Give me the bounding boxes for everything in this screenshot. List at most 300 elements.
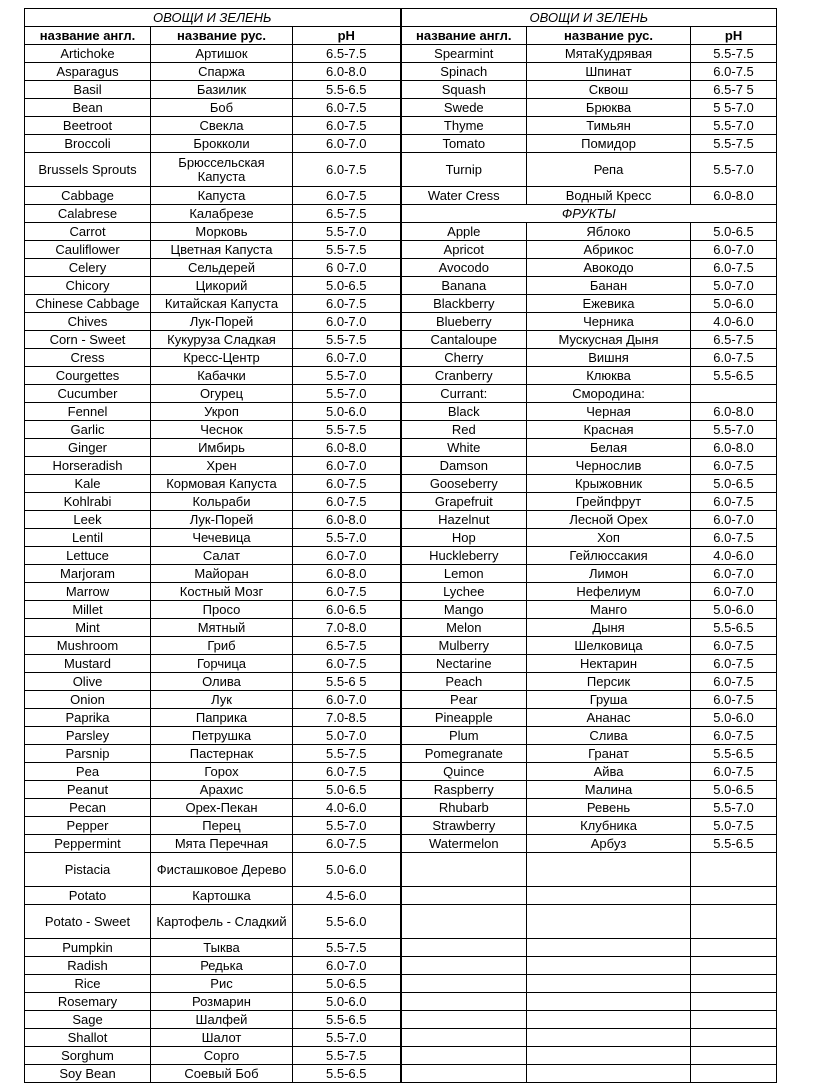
- left-russian-name: Чеснок: [151, 421, 293, 439]
- table-row: [25, 993, 777, 1011]
- table-row: [25, 745, 777, 763]
- right-ph-value: 6.0-7.0: [691, 565, 777, 583]
- left-ph-value: 6.0-7.0: [293, 547, 401, 565]
- right-ph-value: 5.5-7.0: [691, 799, 777, 817]
- left-ph-value: 5.5-7.0: [293, 1029, 401, 1047]
- left-english-name: Cauliflower: [25, 241, 151, 259]
- right-empty-cell: [527, 905, 691, 939]
- right-english-name: Nectarine: [401, 655, 527, 673]
- left-russian-name: Костный Мозг: [151, 583, 293, 601]
- left-ph-value: 6.0-7.0: [293, 313, 401, 331]
- right-russian-name: Слива: [527, 727, 691, 745]
- table-row: [25, 939, 777, 957]
- right-russian-name: Персик: [527, 673, 691, 691]
- left-english-name: Rice: [25, 975, 151, 993]
- right-english-name: Blueberry: [401, 313, 527, 331]
- left-english-name: Pea: [25, 763, 151, 781]
- table-row: [25, 673, 777, 691]
- left-russian-name: Шалот: [151, 1029, 293, 1047]
- right-empty-cell: [691, 887, 777, 905]
- table-row: [25, 475, 777, 493]
- left-english-name: Pecan: [25, 799, 151, 817]
- right-empty-cell: [401, 975, 527, 993]
- left-english-name: Mint: [25, 619, 151, 637]
- left-english-name: Paprika: [25, 709, 151, 727]
- right-ph-value: 6.0-7.5: [691, 691, 777, 709]
- right-empty-cell: [401, 939, 527, 957]
- left-ph-value: 5.5-7.5: [293, 939, 401, 957]
- right-english-name: Tomato: [401, 135, 527, 153]
- right-english-name: Hop: [401, 529, 527, 547]
- left-english-name: Parsley: [25, 727, 151, 745]
- right-russian-name: Красная: [527, 421, 691, 439]
- left-english-name: Courgettes: [25, 367, 151, 385]
- right-russian-name: Груша: [527, 691, 691, 709]
- right-empty-cell: [527, 957, 691, 975]
- right-empty-cell: [691, 1029, 777, 1047]
- right-empty-cell: [691, 957, 777, 975]
- table-row: [25, 655, 777, 673]
- right-ph-value: 5.0-6.5: [691, 223, 777, 241]
- right-russian-name: Белая: [527, 439, 691, 457]
- left-english-name: Pepper: [25, 817, 151, 835]
- right-russian-name: Мускусная Дыня: [527, 331, 691, 349]
- right-empty-cell: [691, 1047, 777, 1065]
- left-russian-name: Кресс-Центр: [151, 349, 293, 367]
- table-row: [25, 781, 777, 799]
- left-russian-name: Олива: [151, 673, 293, 691]
- left-ph-value: 5.0-6.0: [293, 993, 401, 1011]
- section-title-row: [25, 9, 777, 27]
- left-ph-value: 5.5-7.0: [293, 367, 401, 385]
- left-ph-value: 5.0-6.0: [293, 853, 401, 887]
- left-english-name: Pumpkin: [25, 939, 151, 957]
- left-russian-name: Паприка: [151, 709, 293, 727]
- table-row: [25, 331, 777, 349]
- left-russian-name: Лук-Порей: [151, 511, 293, 529]
- right-russian-name: Черника: [527, 313, 691, 331]
- table-row: [25, 637, 777, 655]
- right-english-name: Apricot: [401, 241, 527, 259]
- left-ph-value: 5.5-6 5: [293, 673, 401, 691]
- left-english-name: Chinese Cabbage: [25, 295, 151, 313]
- left-ph-value: 5.5-7.5: [293, 745, 401, 763]
- left-english-name: Fennel: [25, 403, 151, 421]
- right-empty-cell: [691, 853, 777, 887]
- right-section-title: ОВОЩИ И ЗЕЛЕНЬ: [401, 9, 777, 27]
- left-ph-value: 5.5-6.5: [293, 1065, 401, 1083]
- left-english-name: Cress: [25, 349, 151, 367]
- right-ph-value: 5.0-7.5: [691, 817, 777, 835]
- right-ph-value: 5.0-6.5: [691, 475, 777, 493]
- right-empty-cell: [527, 853, 691, 887]
- left-english-name: Mushroom: [25, 637, 151, 655]
- right-ph-value: 5 5-7.0: [691, 99, 777, 117]
- right-russian-name: Айва: [527, 763, 691, 781]
- right-russian-name: Хоп: [527, 529, 691, 547]
- right-russian-name: Ежевика: [527, 295, 691, 313]
- left-header-russian: название рус.: [151, 27, 293, 45]
- left-ph-value: 6.0-7.5: [293, 835, 401, 853]
- right-ph-value: 6.0-7.0: [691, 583, 777, 601]
- right-english-name: Cranberry: [401, 367, 527, 385]
- left-english-name: Broccoli: [25, 135, 151, 153]
- right-english-name: Hazelnut: [401, 511, 527, 529]
- right-russian-name: Арбуз: [527, 835, 691, 853]
- left-russian-name: Фисташковое Дерево: [151, 853, 293, 887]
- table-row: [25, 153, 777, 187]
- right-header-ph: pH: [691, 27, 777, 45]
- left-ph-value: 6.0-8.0: [293, 63, 401, 81]
- left-english-name: Rosemary: [25, 993, 151, 1011]
- left-ph-value: 7.0-8.5: [293, 709, 401, 727]
- left-russian-name: Орех-Пекан: [151, 799, 293, 817]
- right-empty-cell: [527, 939, 691, 957]
- left-english-name: Pistacia: [25, 853, 151, 887]
- table-row: [25, 63, 777, 81]
- table-row: [25, 601, 777, 619]
- right-english-name: Spinach: [401, 63, 527, 81]
- right-empty-cell: [401, 887, 527, 905]
- right-ph-value: 5.5-7.5: [691, 45, 777, 63]
- table-row: [25, 853, 777, 887]
- left-russian-name: Капуста: [151, 187, 293, 205]
- left-russian-name: Картофель - Сладкий: [151, 905, 293, 939]
- right-english-name: Pineapple: [401, 709, 527, 727]
- table-row: [25, 547, 777, 565]
- right-english-name: Melon: [401, 619, 527, 637]
- ph-table-container: [24, 8, 776, 1083]
- left-russian-name: Свекла: [151, 117, 293, 135]
- right-ph-value: 6.0-7.5: [691, 529, 777, 547]
- left-ph-value: 4.0-6.0: [293, 799, 401, 817]
- left-english-name: Millet: [25, 601, 151, 619]
- table-row: [25, 403, 777, 421]
- right-russian-name: Дыня: [527, 619, 691, 637]
- table-row: [25, 81, 777, 99]
- right-russian-name: Смородина:: [527, 385, 691, 403]
- table-row: [25, 349, 777, 367]
- left-russian-name: Китайская Капуста: [151, 295, 293, 313]
- left-english-name: Olive: [25, 673, 151, 691]
- right-russian-name: Авокодо: [527, 259, 691, 277]
- table-row: [25, 887, 777, 905]
- left-english-name: Cucumber: [25, 385, 151, 403]
- right-empty-cell: [527, 993, 691, 1011]
- table-row: [25, 241, 777, 259]
- right-english-name: Quince: [401, 763, 527, 781]
- right-empty-cell: [401, 1029, 527, 1047]
- left-russian-name: Лук-Порей: [151, 313, 293, 331]
- left-russian-name: Боб: [151, 99, 293, 117]
- left-russian-name: Цикорий: [151, 277, 293, 295]
- left-ph-value: 6.0-7.0: [293, 457, 401, 475]
- right-russian-name: Тимьян: [527, 117, 691, 135]
- left-english-name: Brussels Sprouts: [25, 153, 151, 187]
- table-row: [25, 223, 777, 241]
- left-english-name: Kohlrabi: [25, 493, 151, 511]
- left-ph-value: 6.0-8.0: [293, 439, 401, 457]
- left-russian-name: Имбирь: [151, 439, 293, 457]
- left-russian-name: Кукуруза Сладкая: [151, 331, 293, 349]
- left-ph-value: 6.0-7.5: [293, 295, 401, 313]
- left-english-name: Soy Bean: [25, 1065, 151, 1083]
- left-header-ph: pH: [293, 27, 401, 45]
- left-ph-value: 6 0-7.0: [293, 259, 401, 277]
- left-russian-name: Калабрезе: [151, 205, 293, 223]
- right-russian-name: Водный Кресс: [527, 187, 691, 205]
- left-russian-name: Чечевица: [151, 529, 293, 547]
- left-ph-value: 6.0-7.5: [293, 187, 401, 205]
- left-ph-value: 5.5-7.0: [293, 817, 401, 835]
- right-english-name: Peach: [401, 673, 527, 691]
- left-ph-value: 5.5-7.0: [293, 223, 401, 241]
- right-ph-value: 5.5-6.5: [691, 835, 777, 853]
- left-english-name: Beetroot: [25, 117, 151, 135]
- right-english-name: Blackberry: [401, 295, 527, 313]
- table-row: [25, 529, 777, 547]
- right-ph-value: 6.0-7.5: [691, 655, 777, 673]
- left-ph-value: 6.0-7.5: [293, 117, 401, 135]
- right-ph-value: 5.0-6.0: [691, 601, 777, 619]
- left-english-name: Chives: [25, 313, 151, 331]
- left-ph-value: 5.0-6.5: [293, 277, 401, 295]
- right-english-name: Water Cress: [401, 187, 527, 205]
- table-row: [25, 817, 777, 835]
- right-english-name: Red: [401, 421, 527, 439]
- right-ph-value: 6.0-7.5: [691, 637, 777, 655]
- table-row: [25, 835, 777, 853]
- left-ph-value: 6.0-7.5: [293, 655, 401, 673]
- right-empty-cell: [691, 993, 777, 1011]
- table-row: [25, 99, 777, 117]
- left-ph-value: 5.5-7.0: [293, 385, 401, 403]
- left-russian-name: Арахис: [151, 781, 293, 799]
- left-ph-value: 6.0-7.0: [293, 349, 401, 367]
- left-ph-value: 5.0-6.5: [293, 975, 401, 993]
- left-english-name: Marjoram: [25, 565, 151, 583]
- left-russian-name: Пастернак: [151, 745, 293, 763]
- right-empty-cell: [527, 887, 691, 905]
- right-russian-name: Крыжовник: [527, 475, 691, 493]
- ph-table: [24, 8, 777, 1083]
- right-russian-name: Чернослив: [527, 457, 691, 475]
- right-english-name: Rhubarb: [401, 799, 527, 817]
- right-english-name: Lemon: [401, 565, 527, 583]
- left-russian-name: Петрушка: [151, 727, 293, 745]
- right-ph-value: 5.0-6.5: [691, 781, 777, 799]
- left-english-name: Corn - Sweet: [25, 331, 151, 349]
- right-russian-name: Помидор: [527, 135, 691, 153]
- left-russian-name: Огурец: [151, 385, 293, 403]
- right-russian-name: Яблоко: [527, 223, 691, 241]
- right-english-name: White: [401, 439, 527, 457]
- left-english-name: Marrow: [25, 583, 151, 601]
- right-ph-value: 6.5-7.5: [691, 331, 777, 349]
- right-russian-name: Вишня: [527, 349, 691, 367]
- right-ph-value: 6.0-7.5: [691, 493, 777, 511]
- fruits-section-title: ФРУКТЫ: [401, 205, 777, 223]
- right-ph-value: 5.0-6.0: [691, 709, 777, 727]
- left-english-name: Sorghum: [25, 1047, 151, 1065]
- table-row: [25, 511, 777, 529]
- right-ph-value: 4.0-6.0: [691, 547, 777, 565]
- table-row: [25, 565, 777, 583]
- table-row: [25, 421, 777, 439]
- left-russian-name: Кольраби: [151, 493, 293, 511]
- table-row: [25, 295, 777, 313]
- left-ph-value: 6.0-8.0: [293, 565, 401, 583]
- left-russian-name: Соевый Боб: [151, 1065, 293, 1083]
- left-english-name: Artichoke: [25, 45, 151, 63]
- right-ph-value: 6.0-7.5: [691, 63, 777, 81]
- right-english-name: Banana: [401, 277, 527, 295]
- left-russian-name: Спаржа: [151, 63, 293, 81]
- right-english-name: Avocodo: [401, 259, 527, 277]
- table-row: [25, 691, 777, 709]
- right-russian-name: Абрикос: [527, 241, 691, 259]
- table-row: [25, 385, 777, 403]
- right-english-name: Pomegranate: [401, 745, 527, 763]
- left-ph-value: 5.5-6.0: [293, 905, 401, 939]
- right-english-name: Currant:: [401, 385, 527, 403]
- left-english-name: Chicory: [25, 277, 151, 295]
- right-russian-name: Грейпфрут: [527, 493, 691, 511]
- left-ph-value: 5.0-6.0: [293, 403, 401, 421]
- table-row: [25, 259, 777, 277]
- table-row: [25, 313, 777, 331]
- left-ph-value: 6.5-7.5: [293, 205, 401, 223]
- right-empty-cell: [401, 957, 527, 975]
- left-ph-value: 6.0-8.0: [293, 511, 401, 529]
- left-english-name: Onion: [25, 691, 151, 709]
- table-row: [25, 367, 777, 385]
- left-english-name: Potato: [25, 887, 151, 905]
- right-ph-value: 6.0-8.0: [691, 439, 777, 457]
- left-ph-value: 5.5-7.0: [293, 529, 401, 547]
- table-row: [25, 117, 777, 135]
- left-ph-value: 6.0-7.5: [293, 493, 401, 511]
- table-row: [25, 135, 777, 153]
- table-row: [25, 439, 777, 457]
- left-ph-value: 6.0-6.5: [293, 601, 401, 619]
- table-row: [25, 709, 777, 727]
- left-ph-value: 5.5-7.5: [293, 421, 401, 439]
- right-russian-name: Ревень: [527, 799, 691, 817]
- left-russian-name: Кормовая Капуста: [151, 475, 293, 493]
- right-english-name: Black: [401, 403, 527, 421]
- right-ph-value: 5.5-6.5: [691, 619, 777, 637]
- left-russian-name: Мятный: [151, 619, 293, 637]
- right-empty-cell: [401, 1047, 527, 1065]
- right-russian-name: Ананас: [527, 709, 691, 727]
- right-ph-value: 6.0-7.0: [691, 511, 777, 529]
- right-ph-value: 6.0-7.5: [691, 259, 777, 277]
- left-russian-name: Кабачки: [151, 367, 293, 385]
- left-ph-value: 6.0-7.5: [293, 583, 401, 601]
- left-english-name: Celery: [25, 259, 151, 277]
- left-english-name: Basil: [25, 81, 151, 99]
- right-english-name: Grapefruit: [401, 493, 527, 511]
- table-row: [25, 799, 777, 817]
- right-english-name: Plum: [401, 727, 527, 745]
- right-english-name: Watermelon: [401, 835, 527, 853]
- table-row: [25, 1011, 777, 1029]
- right-russian-name: Шелковица: [527, 637, 691, 655]
- right-english-name: Turnip: [401, 153, 527, 187]
- left-english-name: Horseradish: [25, 457, 151, 475]
- left-russian-name: Морковь: [151, 223, 293, 241]
- right-english-name: Mulberry: [401, 637, 527, 655]
- left-russian-name: Сорго: [151, 1047, 293, 1065]
- left-ph-value: 6.5-7.5: [293, 637, 401, 655]
- left-russian-name: Мята Перечная: [151, 835, 293, 853]
- left-russian-name: Базилик: [151, 81, 293, 99]
- right-empty-cell: [401, 905, 527, 939]
- right-empty-cell: [691, 939, 777, 957]
- right-russian-name: МятаКудрявая: [527, 45, 691, 63]
- left-russian-name: Горчица: [151, 655, 293, 673]
- left-ph-value: 6.0-7.0: [293, 957, 401, 975]
- right-english-name: Mango: [401, 601, 527, 619]
- left-ph-value: 5.5-7.5: [293, 241, 401, 259]
- left-russian-name: Рис: [151, 975, 293, 993]
- left-ph-value: 6.0-7.0: [293, 691, 401, 709]
- column-header-row: [25, 27, 777, 45]
- left-english-name: Bean: [25, 99, 151, 117]
- right-ph-value: 5.5-7.0: [691, 421, 777, 439]
- right-english-name: Damson: [401, 457, 527, 475]
- left-ph-value: 5.5-6.5: [293, 81, 401, 99]
- left-english-name: Peanut: [25, 781, 151, 799]
- left-ph-value: 6.0-7.5: [293, 153, 401, 187]
- right-russian-name: Лесной Орех: [527, 511, 691, 529]
- left-ph-value: 6.0-7.5: [293, 475, 401, 493]
- table-row: [25, 1047, 777, 1065]
- right-ph-value: 6.0-8.0: [691, 187, 777, 205]
- left-english-name: Mustard: [25, 655, 151, 673]
- right-ph-value: 6.0-7.5: [691, 457, 777, 475]
- table-row: [25, 727, 777, 745]
- right-empty-cell: [401, 853, 527, 887]
- right-empty-cell: [401, 1011, 527, 1029]
- table-row: [25, 957, 777, 975]
- right-english-name: Gooseberry: [401, 475, 527, 493]
- table-row: [25, 205, 777, 223]
- right-russian-name: Манго: [527, 601, 691, 619]
- left-russian-name: Картошка: [151, 887, 293, 905]
- left-russian-name: Перец: [151, 817, 293, 835]
- left-english-name: Potato - Sweet: [25, 905, 151, 939]
- left-english-name: Ginger: [25, 439, 151, 457]
- right-russian-name: Банан: [527, 277, 691, 295]
- right-ph-value: 6.0-7.5: [691, 673, 777, 691]
- left-section-title: ОВОЩИ И ЗЕЛЕНЬ: [25, 9, 401, 27]
- left-english-name: Leek: [25, 511, 151, 529]
- table-row: [25, 457, 777, 475]
- table-row: [25, 1029, 777, 1047]
- right-english-name: Swede: [401, 99, 527, 117]
- left-ph-value: 6.0-7.0: [293, 135, 401, 153]
- left-russian-name: Розмарин: [151, 993, 293, 1011]
- left-english-name: Carrot: [25, 223, 151, 241]
- left-ph-value: 5.0-7.0: [293, 727, 401, 745]
- left-russian-name: Тыква: [151, 939, 293, 957]
- right-ph-value: 6.0-7.5: [691, 349, 777, 367]
- right-empty-cell: [527, 1029, 691, 1047]
- left-english-name: Shallot: [25, 1029, 151, 1047]
- right-empty-cell: [527, 1011, 691, 1029]
